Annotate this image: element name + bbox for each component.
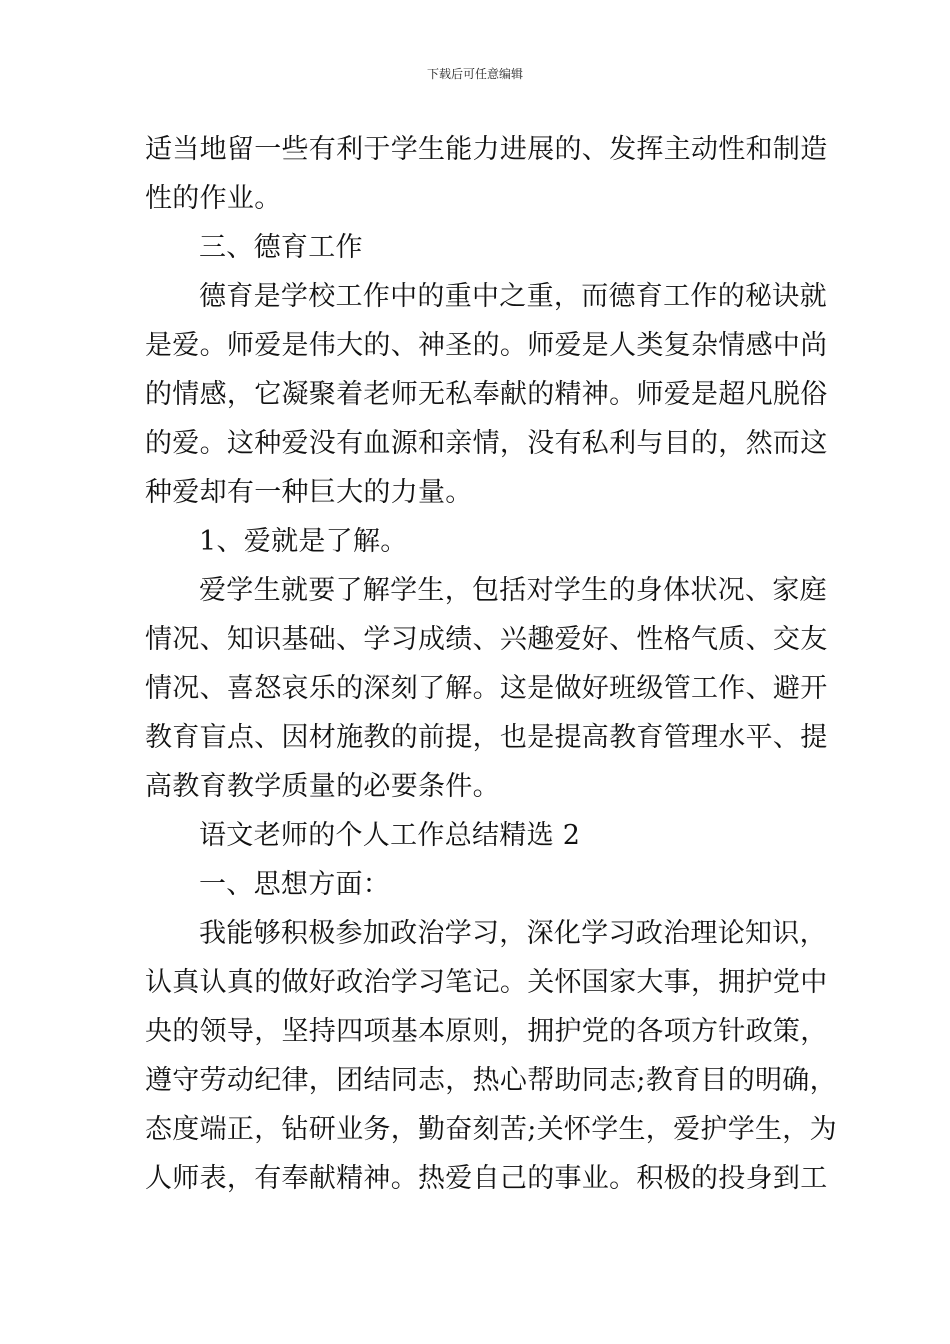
page-header-note: 下载后可任意编辑 [426, 67, 523, 81]
text-line: 人师表，有奉献精神。热爱自己的事业。积极的投身到工 [145, 1163, 828, 1194]
text-line: 种爱却有一种巨大的力量。 [145, 477, 473, 508]
text-line: 的爱。这种爱没有血源和亲情，没有私利与目的，然而这 [145, 428, 828, 459]
text-line: 态度端正，钻研业务，勤奋刻苦;关怀学生，爱护学生，为 [145, 1114, 837, 1145]
subheading-love-is-understanding: 1、爱就是了解。 [199, 526, 408, 557]
text-line: 教育盲点、因材施教的前提，也是提高教育管理水平、提 [145, 722, 828, 753]
text-line: 是爱。师爱是伟大的、神圣的。师爱是人类复杂情感中尚 [145, 330, 828, 361]
text-line: 适当地留一些有利于学生能力进展的、发挥主动性和制造 [145, 134, 828, 165]
text-line: 爱学生就要了解学生，包括对学生的身体状况、家庭 [199, 575, 827, 606]
text-line: 认真认真的做好政治学习笔记。关怀国家大事，拥护党中 [145, 967, 828, 998]
text-line: 情况、知识基础、学习成绩、兴趣爱好、性格气质、交友 [145, 624, 828, 655]
text-line: 德育是学校工作中的重中之重，而德育工作的秘诀就 [199, 281, 827, 312]
text-line: 的情感，它凝聚着老师无私奉献的精神。师爱是超凡脱俗 [145, 379, 828, 410]
text-line: 情况、喜怒哀乐的深刻了解。这是做好班级管工作、避开 [145, 673, 828, 704]
text-line: 高教育教学质量的必要条件。 [145, 771, 500, 802]
text-line: 我能够积极参加政治学习，深化学习政治理论知识， [199, 918, 827, 949]
section-heading-moral-education: 三、德育工作 [199, 232, 363, 263]
text-line: 性的作业。 [145, 183, 282, 214]
document-body [145, 125, 837, 1203]
text-line: 遵守劳动纪律，团结同志，热心帮助同志;教育目的明确， [145, 1065, 837, 1096]
text-line: 央的领导，坚持四项基本原则，拥护党的各项方针政策， [145, 1016, 828, 1047]
section-heading-ideology: 一、思想方面： [199, 869, 391, 900]
document-title-summary-2: 语文老师的个人工作总结精选 2 [199, 820, 581, 851]
